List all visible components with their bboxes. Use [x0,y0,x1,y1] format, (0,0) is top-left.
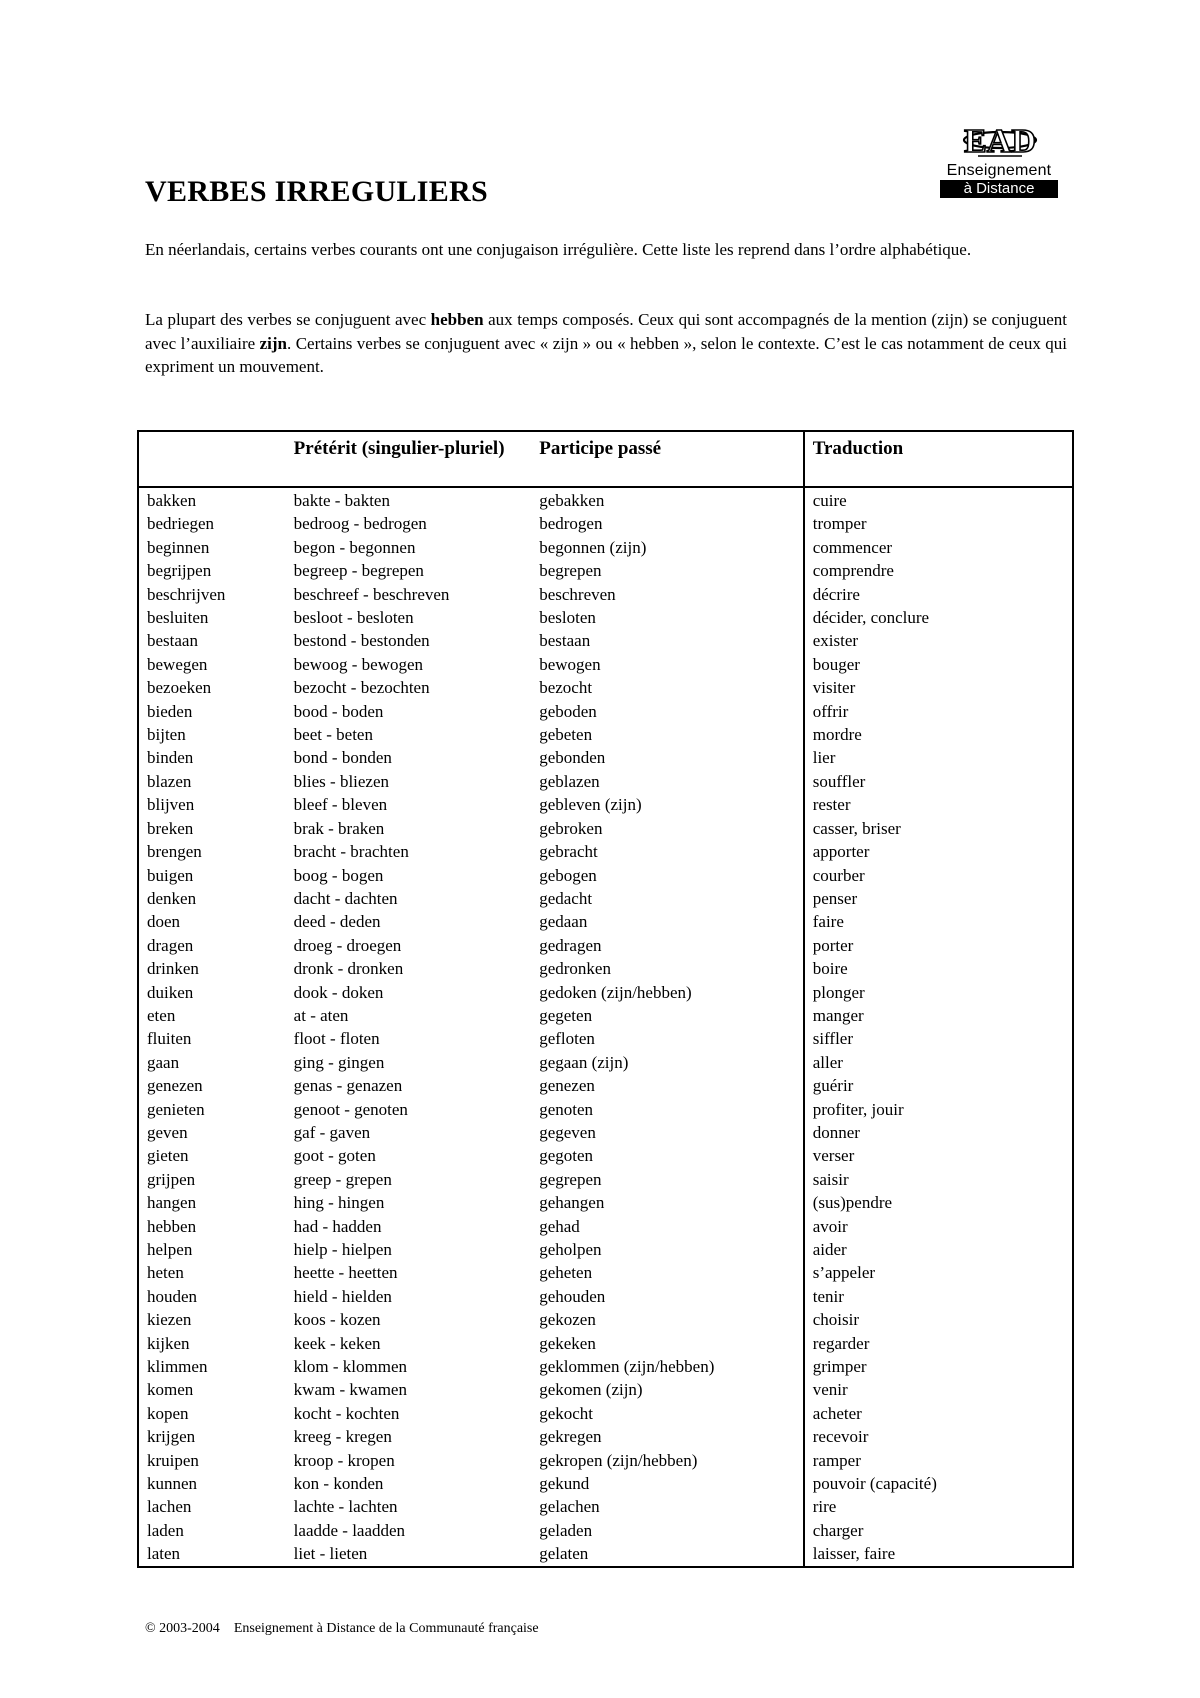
table-row [138,817,1073,840]
cell-preterite: dronk - dronken [293,959,404,979]
cell-translation: bouger [812,654,860,674]
cell-translation: courber [812,865,865,885]
cell-past-participle: bedrogen [531,512,804,535]
cell-preterite: floot - floten [293,1029,380,1049]
cell-infinitive: genieten [147,1099,205,1119]
cell-infinitive: kruipen [147,1450,199,1470]
cell-past-participle: gekropen (zijn/hebben) [531,1449,804,1472]
table-row [138,1402,1073,1425]
cell-translation: (sus)pendre [812,1193,893,1213]
cell-past-participle: genoten [531,1098,804,1121]
cell-past-participle: gekregen [531,1425,804,1448]
table-row [138,1355,1073,1378]
cell-preterite: hield - hielden [293,1286,392,1306]
cell-infinitive: buigen [147,865,194,885]
cell-infinitive: laten [147,1544,181,1564]
cell-preterite: bedroog - bedrogen [293,514,427,534]
table-row [138,1074,1073,1097]
cell-translation: aller [812,1052,843,1072]
table-row [138,770,1073,793]
table-row [138,1519,1073,1542]
cell-infinitive: komen [147,1380,194,1400]
cell-translation: tenir [812,1286,844,1306]
intro-p2-text-2: aux temps composés. Ceux qui sont accompagnés de la mention (zijn) se conjuguent avec l’auxiliaire [145,310,1067,353]
cell-infinitive: duiken [147,982,194,1002]
table-row [138,1472,1073,1495]
cell-translation: pouvoir (capacité) [812,1474,937,1494]
cell-past-participle: begonnen (zijn) [531,536,804,559]
cell-translation: casser, briser [812,818,901,838]
cell-translation: aider [812,1240,847,1259]
table-row [138,957,1073,980]
table-row [138,1238,1073,1261]
cell-translation: tromper [812,514,867,534]
table-row [138,840,1073,863]
cell-translation: porter [812,935,854,955]
cell-infinitive: blijven [147,795,195,815]
table-row [138,1449,1073,1472]
cell-preterite: bood - boden [293,701,384,721]
cell-past-participle: gedoken (zijn/hebben) [531,981,804,1004]
cell-infinitive: bakken [147,491,197,510]
cell-preterite: begon - begonnen [293,537,416,557]
cell-preterite: heette - heetten [293,1263,398,1283]
cell-past-participle: gehad [531,1215,804,1238]
table-row [138,1332,1073,1355]
table-row [138,1051,1073,1074]
cell-preterite: ging - gingen [293,1052,385,1072]
cell-translation: commencer [812,537,893,557]
header-preterite: Prétérit (singulier-pluriel) [286,431,532,487]
cell-infinitive: doen [147,912,181,932]
cell-preterite: blies - bliezen [293,771,390,791]
cell-past-participle: geheten [531,1261,804,1284]
header-infinitive [138,431,286,487]
cell-translation: s’appeler [812,1263,876,1283]
cell-past-participle: bezocht [531,676,804,699]
cell-past-participle: gedacht [531,887,804,910]
cell-past-participle: gekomen (zijn) [531,1378,804,1401]
cell-translation: exister [812,631,859,651]
ead-logo-letters: EAD [964,123,1036,160]
cell-translation: rire [812,1497,837,1517]
cell-preterite: beschreef - beschreven [293,584,450,604]
cell-translation: boire [812,959,848,979]
cell-preterite: hielp - hielpen [293,1240,392,1259]
table-row [138,1215,1073,1238]
cell-preterite: had - hadden [293,1216,382,1236]
cell-translation: siffler [812,1029,854,1049]
cell-translation: regarder [812,1333,870,1353]
cell-preterite: lachte - lachten [293,1497,398,1517]
cell-past-participle: geladen [531,1519,804,1542]
cell-preterite: goot - goten [293,1146,376,1166]
cell-preterite: bestond - bestonden [293,631,430,651]
table-row [138,864,1073,887]
cell-translation: avoir [812,1216,848,1236]
cell-infinitive: besluiten [147,608,209,628]
cell-infinitive: bewegen [147,654,208,674]
table-row [138,746,1073,769]
cell-preterite: bleef - bleven [293,795,388,815]
table-row [138,1004,1073,1027]
table-row [138,629,1073,652]
cell-past-participle: gekocht [531,1402,804,1425]
cell-translation: visiter [812,678,856,698]
cell-preterite: at - aten [293,1005,349,1025]
table-row [138,1191,1073,1214]
cell-past-participle: genezen [531,1074,804,1097]
intro-p2-text-3: . Certains verbes se conjuguent avec « zijn » ou « hebben », selon le contexte. C’est le cas notamment de ceux qui expriment un mouvement. [145,333,1067,376]
cell-translation: apporter [812,842,870,862]
table-row [138,910,1073,933]
table-row [138,793,1073,816]
cell-infinitive: bezoeken [147,678,212,698]
cell-past-participle: bewogen [531,653,804,676]
cell-preterite: genoot - genoten [293,1099,408,1119]
cell-translation: comprendre [812,561,894,581]
cell-preterite: brak - braken [293,818,385,838]
table-body [138,487,1073,1567]
cell-translation: offrir [812,701,849,721]
cell-infinitive: brengen [147,842,202,862]
cell-infinitive: genezen [147,1076,203,1096]
cell-past-participle: gebroken [531,817,804,840]
cell-translation: choisir [812,1310,860,1330]
cell-infinitive: hangen [147,1193,197,1213]
cell-past-participle: geboden [531,700,804,723]
page-footer [145,1620,539,1638]
cell-past-participle: beschreven [531,583,804,606]
cell-infinitive: gaan [147,1052,180,1072]
table-row [138,723,1073,746]
table-row [138,1308,1073,1331]
cell-past-participle: gebonden [531,746,804,769]
cell-translation: lier [812,748,836,768]
cell-preterite: kroop - kropen [293,1450,395,1470]
table-row [138,512,1073,535]
ead-logo-mark-icon [960,116,1040,166]
cell-past-participle: gefloten [531,1027,804,1050]
table-row [138,583,1073,606]
cell-infinitive: breken [147,818,194,838]
cell-past-participle: geholpen [531,1238,804,1261]
cell-infinitive: binden [147,748,194,768]
cell-preterite: beet - beten [293,725,373,745]
cell-infinitive: begrijpen [147,561,212,581]
cell-translation: acheter [812,1403,862,1423]
cell-preterite: koos - kozen [293,1310,381,1330]
cell-infinitive: klimmen [147,1357,208,1377]
table-row [138,1168,1073,1191]
cell-past-participle: gedaan [531,910,804,933]
cell-past-participle: gegoten [531,1144,804,1167]
cell-translation: plonger [812,982,865,1002]
cell-translation: décrire [812,584,860,604]
cell-preterite: liet - lieten [293,1544,368,1564]
cell-infinitive: krijgen [147,1427,196,1447]
logo-text-a-distance: à Distance [940,180,1058,198]
table-row [138,1425,1073,1448]
cell-preterite: kreeg - kregen [293,1427,392,1447]
cell-preterite: kwam - kwamen [293,1380,407,1400]
cell-preterite: bezocht - bezochten [293,678,430,698]
cell-infinitive: drinken [147,959,199,979]
cell-past-participle: gegeten [531,1004,804,1027]
cell-preterite: bakte - bakten [293,491,390,510]
cell-translation: penser [812,888,858,908]
cell-past-participle: bestaan [531,629,804,652]
cell-preterite: kon - konden [293,1474,384,1494]
table-row [138,1144,1073,1167]
cell-infinitive: geven [147,1122,188,1142]
cell-infinitive: eten [147,1005,176,1025]
header-past-participle: Participe passé [531,431,804,487]
cell-past-participle: gebleven (zijn) [531,793,804,816]
cell-translation: charger [812,1520,864,1540]
cell-preterite: keek - keken [293,1333,381,1353]
table-row [138,536,1073,559]
table-row [138,1495,1073,1518]
ead-logo [938,116,1060,200]
cell-preterite: klom - klommen [293,1357,407,1377]
cell-preterite: genas - genazen [293,1076,403,1096]
cell-past-participle: begrepen [531,559,804,582]
cell-past-participle: gebogen [531,864,804,887]
cell-past-participle: gedronken [531,957,804,980]
cell-preterite: dacht - dachten [293,888,398,908]
cell-past-participle: besloten [531,606,804,629]
table-row [138,1285,1073,1308]
cell-past-participle: gebracht [531,840,804,863]
cell-translation: donner [812,1122,860,1142]
cell-translation: profiter, jouir [812,1099,904,1119]
cell-past-participle: gekeken [531,1332,804,1355]
cell-past-participle: gehouden [531,1285,804,1308]
cell-infinitive: heten [147,1263,184,1283]
cell-past-participle: gegeven [531,1121,804,1144]
cell-translation: recevoir [812,1427,869,1447]
cell-preterite: bewoog - bewogen [293,654,424,674]
cell-past-participle: gekund [531,1472,804,1495]
cell-preterite: hing - hingen [293,1193,385,1213]
cell-translation: souffler [812,771,866,791]
cell-past-participle: gegrepen [531,1168,804,1191]
footer-organization: Enseignement à Distance de la Communauté française [233,1621,539,1636]
cell-past-participle: gedragen [531,934,804,957]
cell-infinitive: bijten [147,725,186,745]
intro-p2-zijn: zijn [259,333,287,353]
cell-infinitive: helpen [147,1240,193,1259]
cell-infinitive: dragen [147,935,194,955]
footer-copyright: © 2003-2004 [145,1621,220,1636]
table-row [138,700,1073,723]
cell-preterite: begreep - begrepen [293,561,424,581]
irregular-verbs-table [137,430,1074,1568]
table-row [138,1121,1073,1144]
cell-infinitive: denken [147,888,197,908]
table-row [138,1027,1073,1050]
cell-translation: cuire [812,491,847,510]
page-title: VERBES IRREGULIERS [145,175,489,208]
cell-translation: décider, conclure [812,608,930,628]
cell-infinitive: lachen [147,1497,192,1517]
cell-past-participle: gekozen [531,1308,804,1331]
cell-infinitive: fluiten [147,1029,192,1049]
table-row [138,1098,1073,1121]
cell-past-participle: gegaan (zijn) [531,1051,804,1074]
table-row [138,487,1073,512]
cell-preterite: laadde - laadden [293,1520,406,1540]
cell-translation: verser [812,1146,855,1166]
table-header-row [138,431,1073,487]
table-row [138,981,1073,1004]
cell-translation: rester [812,795,851,815]
cell-infinitive: bedriegen [147,514,215,534]
cell-past-participle: gebeten [531,723,804,746]
cell-infinitive: kijken [147,1333,190,1353]
cell-infinitive: beginnen [147,537,210,557]
cell-translation: grimper [812,1357,867,1377]
cell-infinitive: kunnen [147,1474,198,1494]
cell-preterite: bracht - brachten [293,842,409,862]
cell-infinitive: hebben [147,1216,197,1236]
cell-infinitive: gieten [147,1146,189,1166]
cell-preterite: dook - doken [293,982,384,1002]
cell-preterite: deed - deden [293,912,381,932]
cell-preterite: bond - bonden [293,748,392,768]
table-row [138,676,1073,699]
cell-translation: venir [812,1380,848,1400]
table-row [138,1261,1073,1284]
cell-infinitive: kiezen [147,1310,192,1330]
cell-infinitive: beschrijven [147,584,226,604]
cell-infinitive: grijpen [147,1169,196,1189]
intro-p2-hebben: hebben [430,310,484,329]
cell-infinitive: bestaan [147,631,198,651]
cell-past-participle: geblazen [531,770,804,793]
cell-translation: laisser, faire [812,1544,896,1564]
cell-preterite: greep - grepen [293,1169,392,1189]
intro-paragraph-2 [145,308,1067,379]
table-row [138,653,1073,676]
cell-past-participle: geklommen (zijn/hebben) [531,1355,804,1378]
cell-past-participle: gehangen [531,1191,804,1214]
header-translation: Traduction [804,431,1073,487]
cell-preterite: kocht - kochten [293,1403,400,1423]
table-row [138,1378,1073,1401]
table-row [138,887,1073,910]
cell-translation: manger [812,1005,864,1025]
cell-preterite: droeg - droegen [293,935,402,955]
cell-infinitive: bieden [147,701,193,721]
logo-text-enseignement: Enseignement [946,162,1052,179]
cell-infinitive: laden [147,1520,184,1540]
cell-translation: mordre [812,725,862,745]
cell-infinitive: houden [147,1286,198,1306]
cell-preterite: besloot - besloten [293,608,414,628]
table-row [138,1542,1073,1566]
cell-past-participle: gebakken [531,487,804,512]
table-row [138,606,1073,629]
cell-infinitive: blazen [147,771,192,791]
cell-translation: ramper [812,1450,861,1470]
cell-past-participle: gelachen [531,1495,804,1518]
cell-preterite: boog - bogen [293,865,384,885]
table-row [138,559,1073,582]
intro-paragraph-1: En néerlandais, certains verbes courants ont une conjugaison irrégulière. Cette liste les reprend dans l’ordre alphabétique. [145,240,972,259]
cell-translation: saisir [812,1169,849,1189]
cell-infinitive: kopen [147,1403,189,1423]
cell-preterite: gaf - gaven [293,1122,371,1142]
table-row [138,934,1073,957]
intro-p2-text-1: La plupart des verbes se conjuguent avec [145,310,431,329]
cell-past-participle: gelaten [531,1542,804,1566]
cell-translation: guérir [812,1076,854,1096]
cell-translation: faire [812,912,844,932]
